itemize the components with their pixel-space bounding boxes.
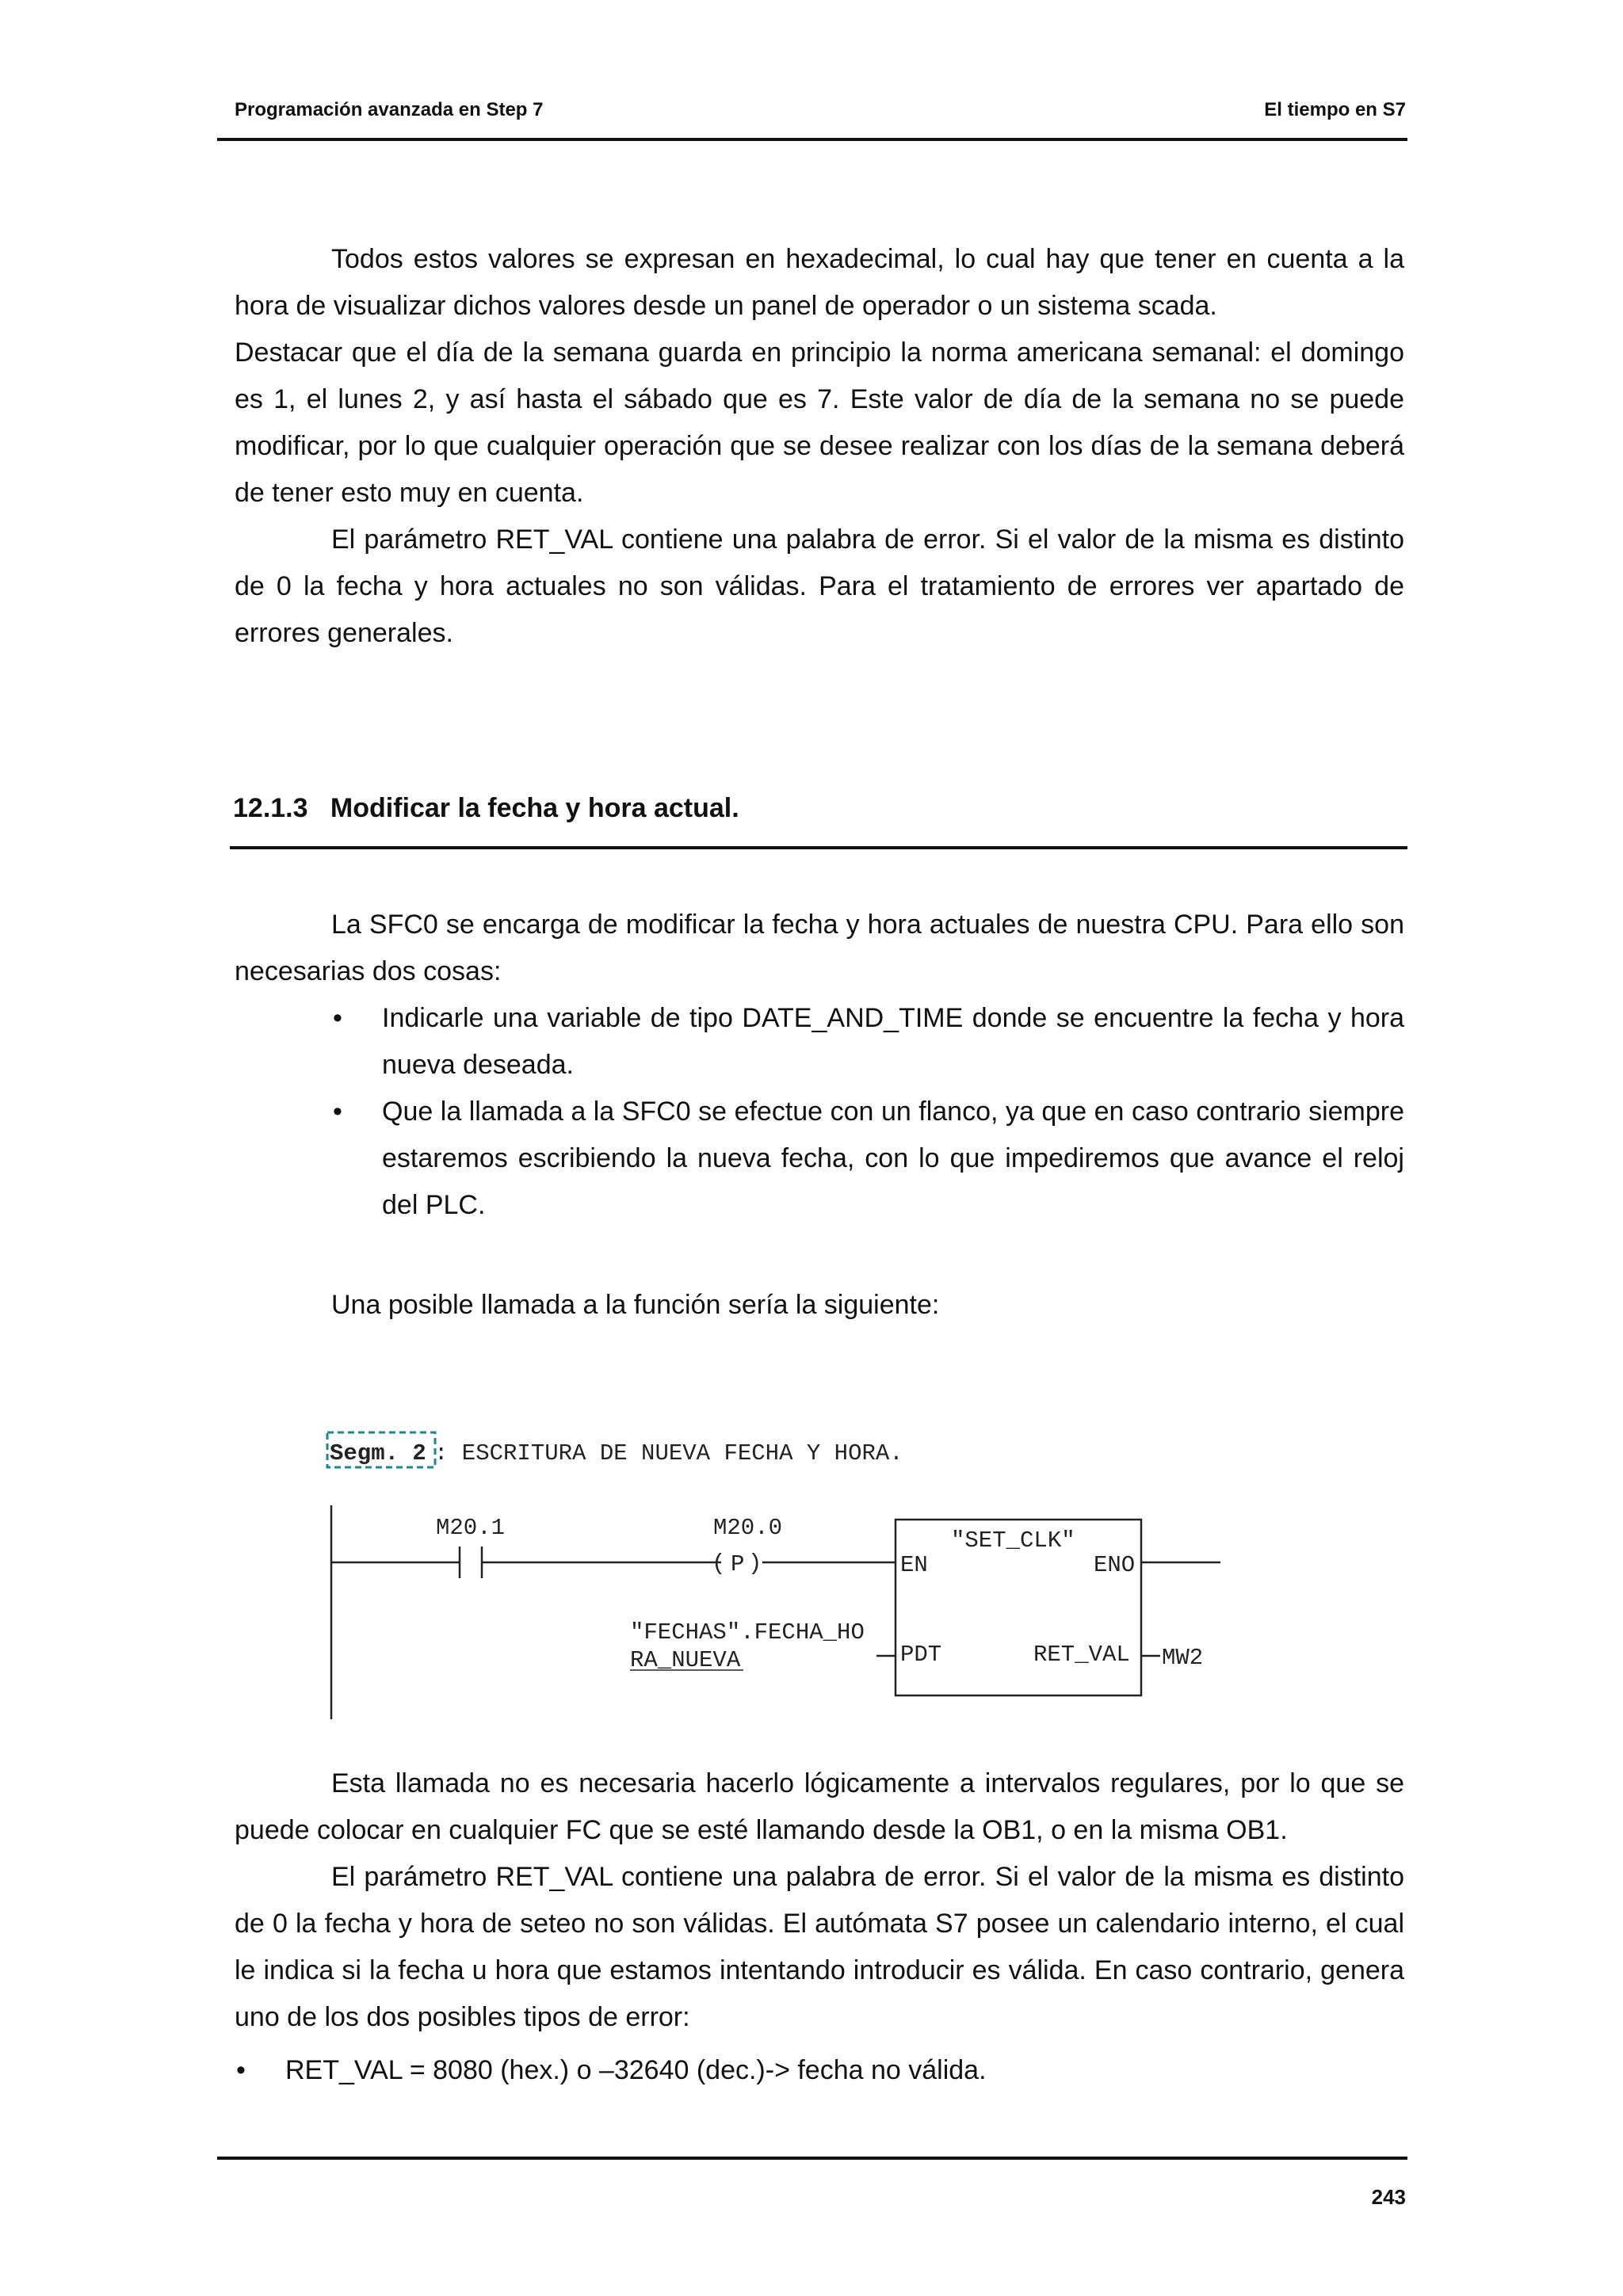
ladder-diagram bbox=[317, 1410, 1252, 1743]
eno-pin-label: ENO bbox=[1094, 1552, 1136, 1578]
list-item-text: Indicarle una variable de tipo DATE_AND_TIME donde se encuentre la fecha y hora nueva deseada. bbox=[382, 1003, 1404, 1080]
body-text-1 bbox=[235, 902, 1404, 995]
pdt-pin-label: PDT bbox=[900, 1642, 942, 1668]
header-rule bbox=[217, 138, 1407, 141]
header-title-right: El tiempo en S7 bbox=[1264, 99, 1406, 120]
body-paragraph-3: Esta llamada no es necesaria hacerlo lógicamente a intervalos regulares, por lo que se puede colocar en cualquier FC que se esté llamando desde la OB1, o en la misma OB1. bbox=[235, 1768, 1404, 1845]
section-heading bbox=[233, 791, 739, 826]
body-text-2 bbox=[235, 1282, 1404, 1329]
requirements-list bbox=[333, 995, 1404, 1229]
segment-title: : ESCRITURA DE NUEVA FECHA Y HORA. bbox=[434, 1440, 903, 1466]
body-paragraph-1: La SFC0 se encarga de modificar la fecha y hora actuales de nuestra CPU. Para ello son necesarias dos cosas: bbox=[235, 910, 1404, 986]
retval-pin-label: RET_VAL bbox=[1033, 1642, 1130, 1668]
header-title-left: Programación avanzada en Step 7 bbox=[235, 99, 544, 120]
section-number: 12.1.3 bbox=[233, 793, 308, 823]
list-item bbox=[333, 1089, 1404, 1229]
error-list bbox=[236, 2047, 1406, 2094]
retval-operand: MW2 bbox=[1162, 1645, 1204, 1671]
bullet-marker: • bbox=[333, 1003, 342, 1033]
intro-paragraph-1: Todos estos valores se expresan en hexadecimal, lo cual hay que tener en cuenta a la hora de visualizar dichos valores desde un panel de operador o un sistema scada. bbox=[235, 244, 1404, 321]
page-number: 243 bbox=[1371, 2185, 1406, 2209]
body-paragraph-4: El parámetro RET_VAL contiene una palabra de error. Si el valor de la misma es distinto de 0 la fecha y hora de seteo no son válidas. El autómata S7 posee un calendario interno, el cual le indica si la fecha u hora que estamos intentando introducir es válida. En caso contrario, genera uno de los dos posibles tipos de error: bbox=[235, 1862, 1404, 2032]
pdt-operand-line-1: "FECHAS".FECHA_HO bbox=[630, 1619, 865, 1646]
section-title: Modificar la fecha y hora actual. bbox=[330, 793, 739, 823]
list-item bbox=[236, 2047, 1406, 2094]
list-item-text: Que la llamada a la SFC0 se efectue con un flanco, ya que en caso contrario siempre estaremos escribiendo la nueva fecha, con lo que impediremos que avance el reloj del PLC. bbox=[382, 1097, 1404, 1220]
edge-close-paren: ) bbox=[748, 1550, 762, 1577]
bullet-marker: • bbox=[333, 1097, 342, 1127]
contact-1-label: M20.1 bbox=[436, 1515, 506, 1541]
list-item bbox=[333, 995, 1404, 1089]
section-rule bbox=[230, 846, 1407, 849]
intro-paragraph-3: El parámetro RET_VAL contiene una palabra de error. Si el valor de la misma es distinto de 0 la fecha y hora actuales no son válidas. Para el tratamiento de errores ver apartado de errores generales. bbox=[235, 524, 1404, 648]
body-text-3 bbox=[235, 1760, 1404, 2041]
edge-open-paren: ( bbox=[712, 1550, 726, 1577]
en-pin-label: EN bbox=[900, 1552, 928, 1578]
intro-paragraph-2: Destacar que el día de la semana guarda en principio la norma americana semanal: el domingo es 1, el lunes 2, y así hasta el sábado que es 7. Este valor de día de la semana no se puede modificar, por lo que cualquier operación que se desee realizar con los días de la semana deberá de tener esto muy en cuenta. bbox=[235, 338, 1404, 508]
pdt-operand-line-2: RA_NUEVA bbox=[630, 1647, 741, 1673]
segment-label: Segm. 2 bbox=[330, 1440, 426, 1466]
contact-2-label: M20.0 bbox=[713, 1515, 783, 1541]
block-name: "SET_CLK" bbox=[951, 1527, 1075, 1554]
body-paragraph-2: Una posible llamada a la función sería la siguiente: bbox=[331, 1290, 940, 1320]
list-item-text: RET_VAL = 8080 (hex.) o –32640 (dec.)-> fecha no válida. bbox=[285, 2055, 987, 2085]
intro-text bbox=[235, 236, 1404, 657]
edge-symbol: P bbox=[731, 1551, 745, 1577]
bullet-marker: • bbox=[236, 2055, 246, 2085]
footer-rule bbox=[217, 2157, 1407, 2160]
